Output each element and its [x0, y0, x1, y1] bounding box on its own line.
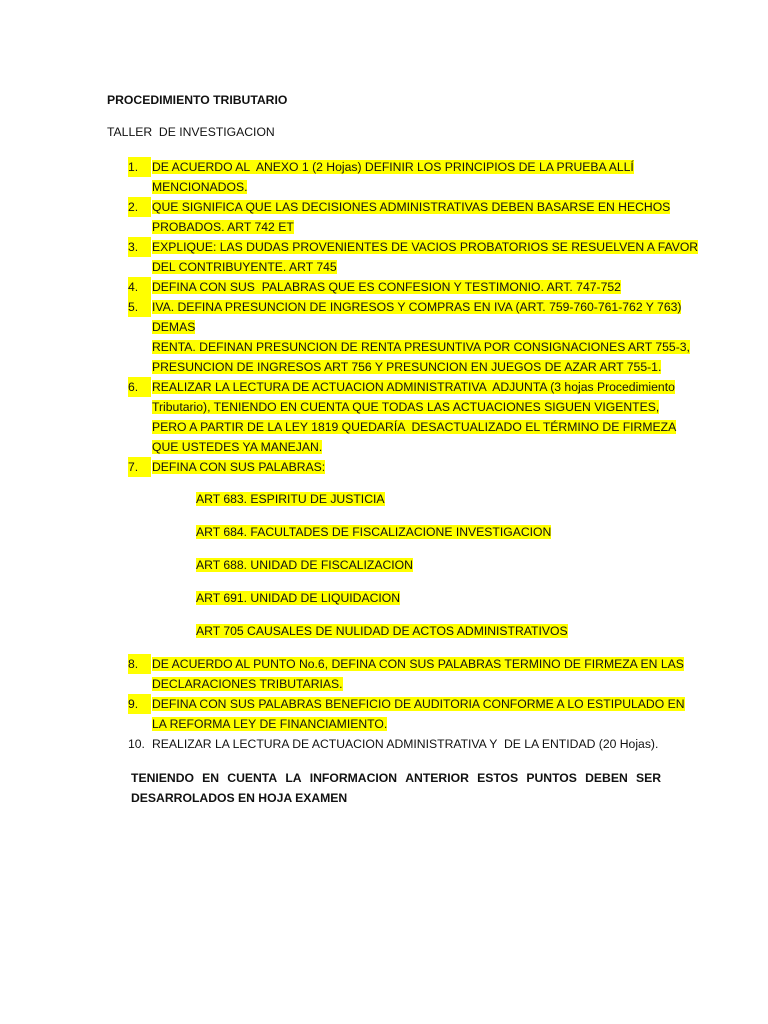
item-text-line: MENCIONADOS. — [152, 180, 248, 194]
item-text-line: RENTA. DEFINAN PRESUNCION DE RENTA PRESUNTIVA POR CONSIGNACIONES ART 755-3, — [152, 340, 690, 354]
conclusion-word: ANTERIOR — [405, 771, 469, 785]
conclusion-word: CUENTA — [227, 771, 278, 785]
conclusion-word: ESTOS — [477, 771, 519, 785]
sub-item-text: ART 683. ESPIRITU DE JUSTICIA — [196, 492, 385, 506]
item-number: 3. — [128, 237, 151, 257]
list-item-1 — [128, 157, 663, 197]
item-text-line: PERO A PARTIR DE LA LEY 1819 QUEDARÍA DESACTUALIZADO EL TÉRMINO DE FIRMEZA — [152, 420, 677, 434]
conclusion-word: INFORMACION — [309, 771, 398, 785]
conclusion-word: PUNTOS — [526, 771, 577, 785]
item-text-line: PROBADOS. ART 742 ET — [152, 220, 294, 234]
item-text-line: DE ACUERDO AL ANEXO 1 (2 Hojas) DEFINIR LOS PRINCIPIOS DE LA PRUEBA ALLÍ — [152, 160, 634, 174]
list-item-5 — [128, 297, 690, 377]
list-item-4 — [128, 277, 663, 297]
item-text-line: DE ACUERDO AL PUNTO No.6, DEFINA CON SUS PALABRAS TERMINO DE FIRMEZA EN LAS — [152, 657, 684, 671]
list-item-10 — [128, 734, 663, 754]
item-text-line: DEL CONTRIBUYENTE. ART 745 — [152, 260, 337, 274]
conclusion-word: SER — [635, 771, 661, 785]
item-number: 10. — [128, 737, 145, 751]
sub-item-art-688 — [196, 556, 413, 574]
document-subtitle: TALLER DE INVESTIGACION — [107, 125, 275, 139]
sub-item-art-683 — [196, 490, 385, 508]
item-number: 2. — [128, 197, 151, 217]
conclusion-word: DEBEN — [585, 771, 628, 785]
item-number: 7. — [128, 457, 151, 477]
item-number: 6. — [128, 377, 151, 397]
item-text-line: QUE USTEDES YA MANEJAN. — [152, 440, 323, 454]
item-text-line: EXPLIQUE: LAS DUDAS PROVENIENTES DE VACIOS PROBATORIOS SE RESUELVEN A FAVOR — [152, 240, 699, 254]
conclusion-word: LA — [285, 771, 302, 785]
item-text-line: DEMAS — [152, 320, 196, 334]
item-text-line: PRESUNCION DE INGRESOS ART 756 Y PRESUNCION EN JUEGOS DE AZAR ART 755-1. — [152, 360, 662, 374]
list-item-7 — [128, 457, 663, 477]
list-item-8 — [128, 654, 684, 694]
item-text-line: DECLARACIONES TRIBUTARIAS. — [152, 677, 343, 691]
item-text-line: REALIZAR LA LECTURA DE ACTUACION ADMINISTRATIVA Y DE LA ENTIDAD (20 Hojas). — [152, 737, 659, 751]
item-number: 9. — [128, 694, 151, 714]
sub-item-art-684 — [196, 523, 551, 541]
item-number: 4. — [128, 277, 151, 297]
list-item-3 — [128, 237, 699, 277]
conclusion-word: EN — [202, 771, 220, 785]
list-item-9 — [128, 694, 685, 734]
item-text-line: DEFINA CON SUS PALABRAS: — [152, 460, 326, 474]
sub-item-art-691 — [196, 589, 400, 607]
sub-item-text: ART 684. FACULTADES DE FISCALIZACIONE INVESTIGACION — [196, 525, 552, 539]
item-number: 8. — [128, 654, 151, 674]
sub-item-text: ART 691. UNIDAD DE LIQUIDACION — [196, 591, 401, 605]
item-text-line: IVA. DEFINA PRESUNCION DE INGRESOS Y COMPRAS EN IVA (ART. 759-760-761-762 Y 763) — [152, 300, 682, 314]
item-text-line: DEFINA CON SUS PALABRAS QUE ES CONFESION Y TESTIMONIO. ART. 747-752 — [152, 280, 621, 294]
item-number: 5. — [128, 297, 151, 317]
list-item-6 — [128, 377, 677, 457]
sub-item-text: ART 688. UNIDAD DE FISCALIZACION — [196, 558, 413, 572]
sub-item-text: ART 705 CAUSALES DE NULIDAD DE ACTOS ADMINISTRATIVOS — [196, 624, 568, 638]
document-title: PROCEDIMIENTO TRIBUTARIO — [107, 93, 288, 107]
conclusion-line-2: DESARROLADOS EN HOJA EXAMEN — [131, 791, 348, 805]
item-text-line: LA REFORMA LEY DE FINANCIAMIENTO. — [152, 717, 388, 731]
item-number: 1. — [128, 157, 151, 177]
item-text-line: REALIZAR LA LECTURA DE ACTUACION ADMINISTRATIVA ADJUNTA (3 hojas Procedimiento — [152, 380, 675, 394]
conclusion-paragraph — [131, 768, 661, 808]
item-text-line: QUE SIGNIFICA QUE LAS DECISIONES ADMINISTRATIVAS DEBEN BASARSE EN HECHOS — [152, 200, 671, 214]
item-text-line: DEFINA CON SUS PALABRAS BENEFICIO DE AUDITORIA CONFORME A LO ESTIPULADO EN — [152, 697, 685, 711]
sub-item-art-705 — [196, 622, 568, 640]
item-text-line: Tributario), TENIENDO EN CUENTA QUE TODAS LAS ACTUACIONES SIGUEN VIGENTES, — [152, 400, 660, 414]
conclusion-word: TENIENDO — [131, 771, 194, 785]
list-item-2 — [128, 197, 671, 237]
